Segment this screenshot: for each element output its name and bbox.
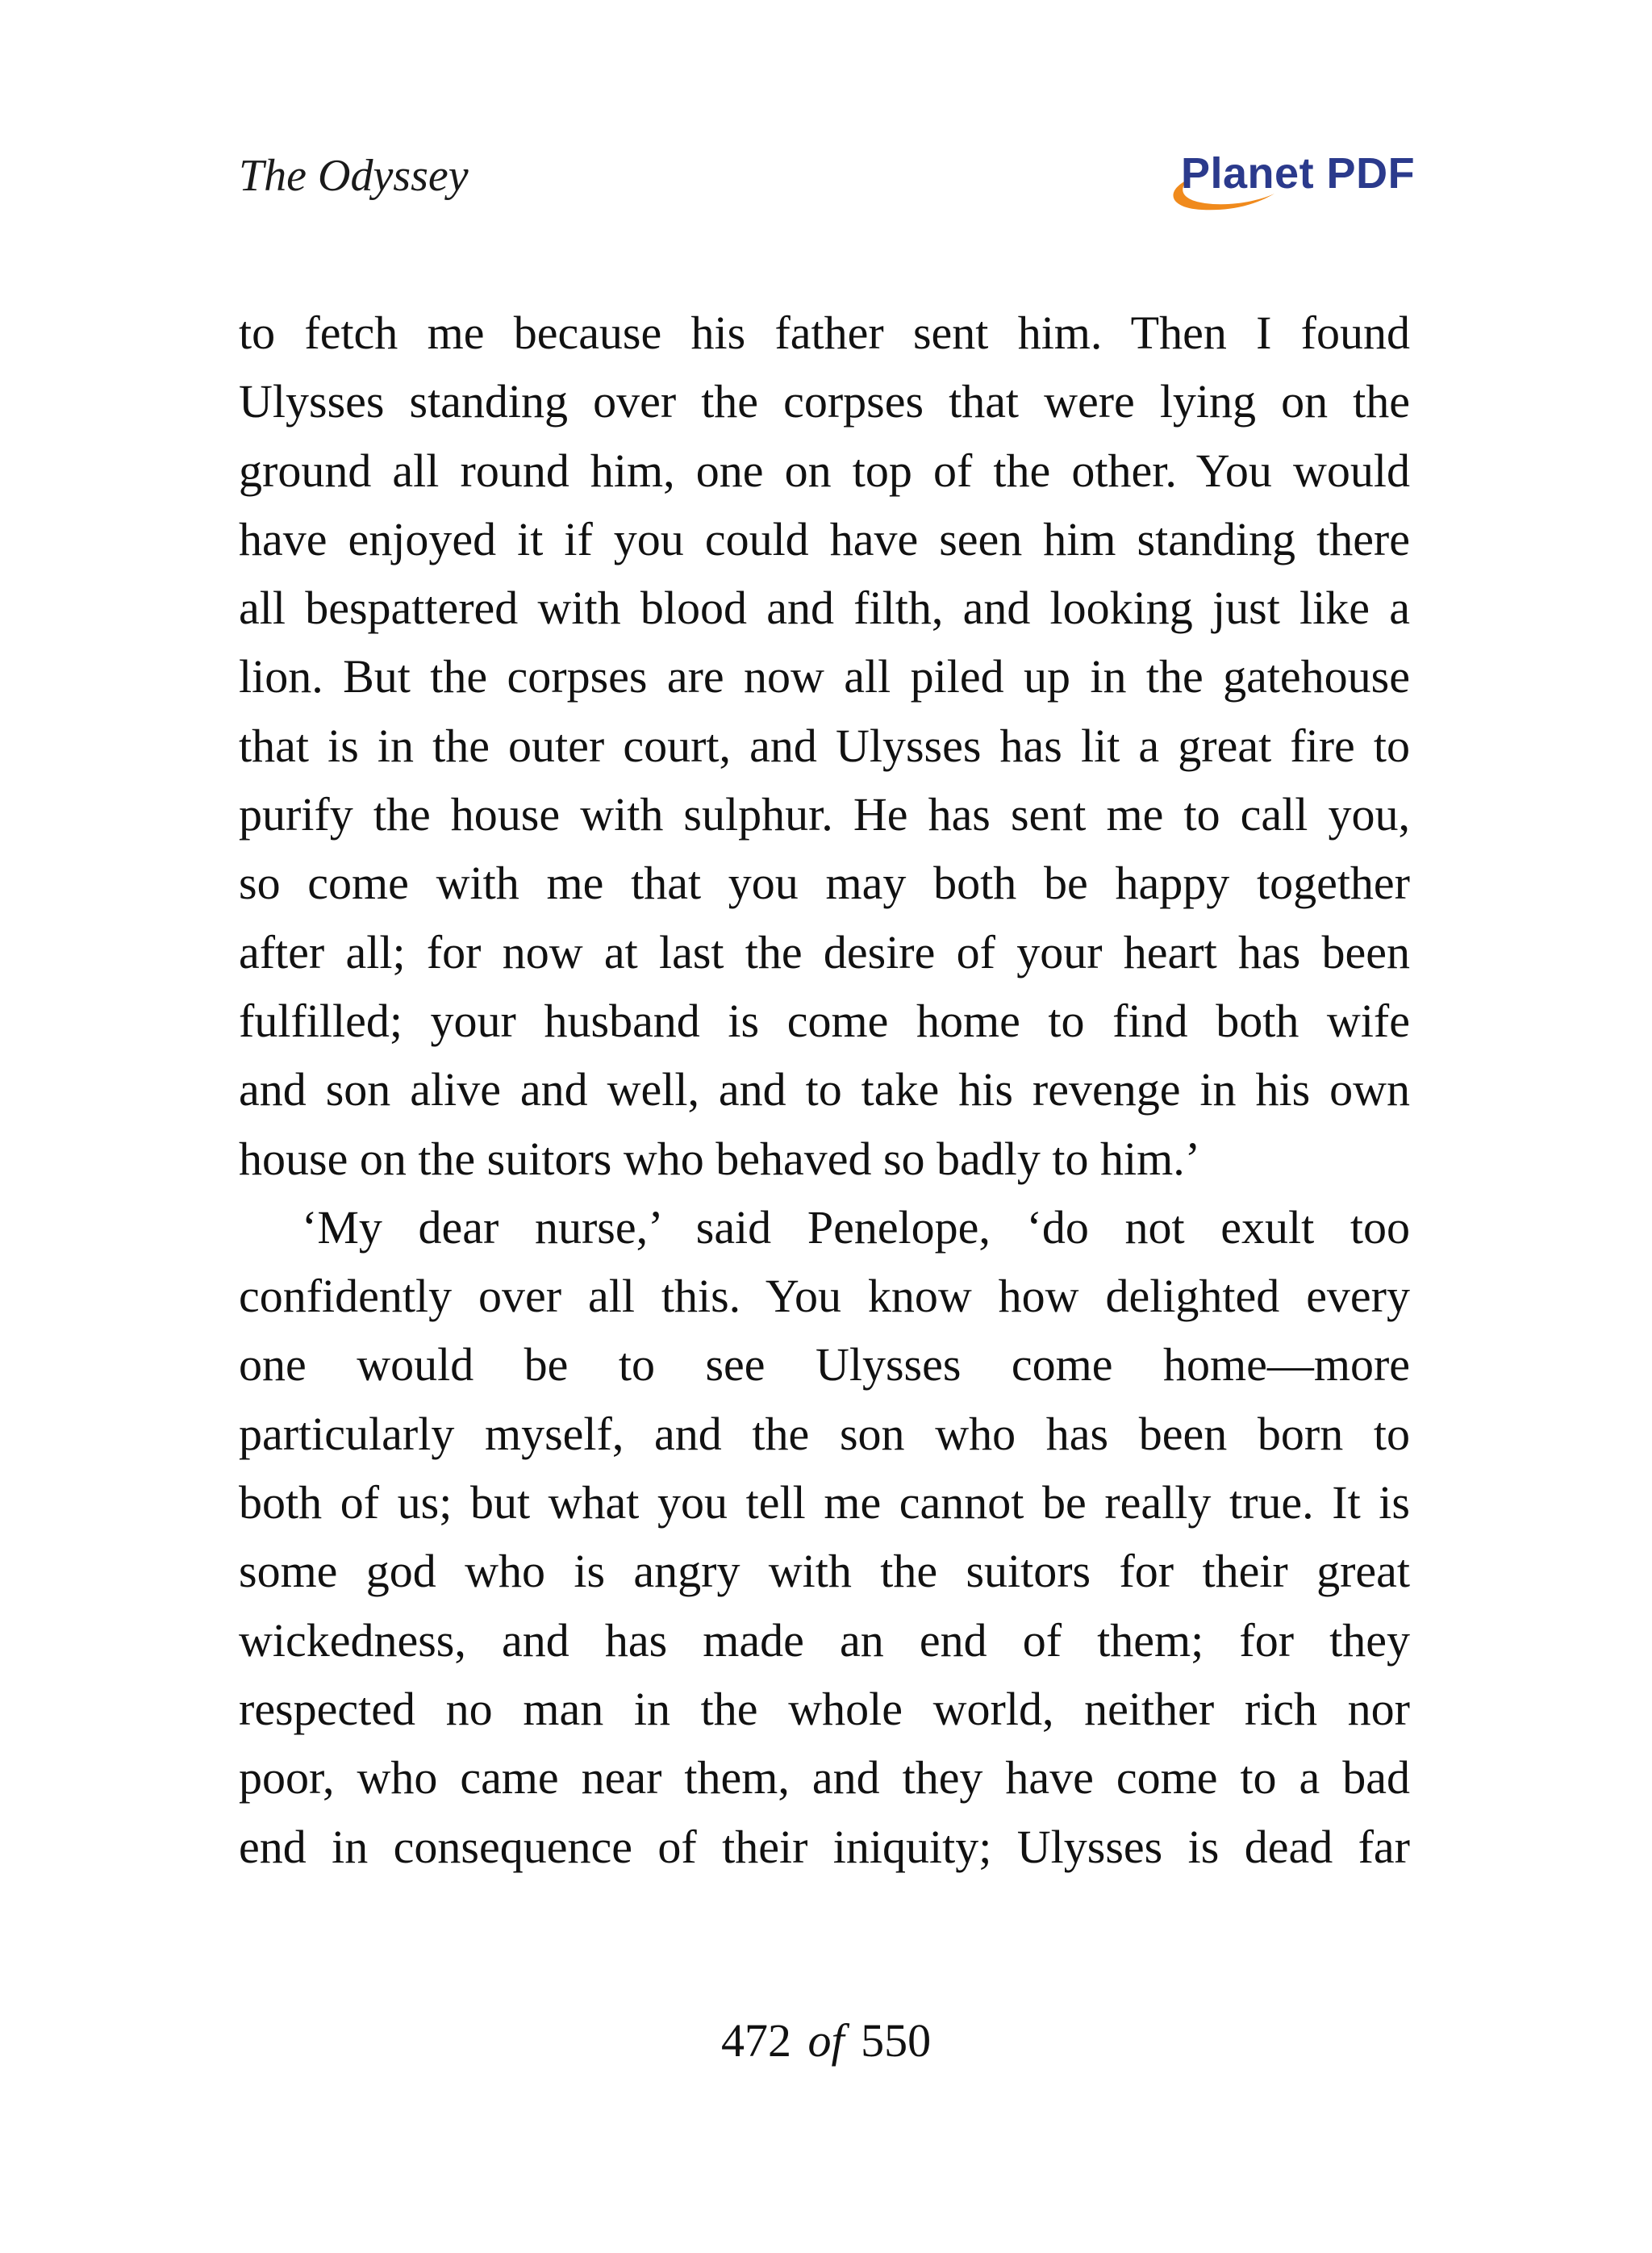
text-line: confidently over all this. You know how delighted every (239, 1270, 1410, 1323)
text-line: ground all round him, one on top of the other. You would (239, 444, 1410, 497)
running-title: The Odyssey (239, 151, 469, 201)
text-line: purify the house with sulphur. He has sent me to call you, (239, 788, 1410, 841)
page-current: 472 (720, 2014, 791, 2067)
text-line: lion. But the corpses are now all piled up in the gatehouse (239, 650, 1410, 703)
text-line: and son alive and well, and to take his revenge in his own (239, 1063, 1410, 1116)
text-line: that is in the outer court, and Ulysses has lit a great fire to (239, 719, 1410, 772)
text-line: both of us; but what you tell me cannot be really true. It is (239, 1476, 1410, 1529)
text-line: poor, who came near them, and they have come to a bad (239, 1751, 1410, 1804)
text-line: Ulysses standing over the corpses that were lying on the (239, 375, 1410, 428)
text-line: fulfilled; your husband is come home to find both wife (239, 994, 1410, 1047)
text-line: respected no man in the whole world, neither rich nor (239, 1682, 1410, 1735)
text-line: ‘My dear nurse,’ said Penelope, ‘do not exult too (302, 1200, 1410, 1254)
logo-text: Planet PDF (1181, 149, 1416, 198)
text-line: particularly myself, and the son who has been born to (239, 1407, 1410, 1460)
text-line: have enjoyed it if you could have seen him standing there (239, 512, 1410, 565)
body-text (239, 298, 1410, 1881)
text-line: to fetch me because his father sent him. Then I found (239, 307, 1410, 359)
page-total: 550 (861, 2014, 932, 2067)
text-line: one would be to see Ulysses come home—more (239, 1338, 1410, 1391)
text-line: all bespattered with blood and filth, and looking just like a (239, 582, 1410, 635)
page-number (0, 2013, 1652, 2067)
text-line: house on the suitors who behaved so badly to him.’ (239, 1132, 1201, 1185)
text-line: some god who is angry with the suitors for their great (239, 1545, 1410, 1598)
planet-pdf-logo (1162, 142, 1420, 223)
text-line: so come with me that you may both be happy together (239, 857, 1410, 910)
text-line: after all; for now at last the desire of your heart has been (239, 925, 1410, 978)
text-line: end in consequence of their iniquity; Ulysses is dead far (239, 1820, 1410, 1873)
page-of: of (807, 2014, 845, 2067)
text-line: wickedness, and has made an end of them; for they (239, 1613, 1410, 1667)
